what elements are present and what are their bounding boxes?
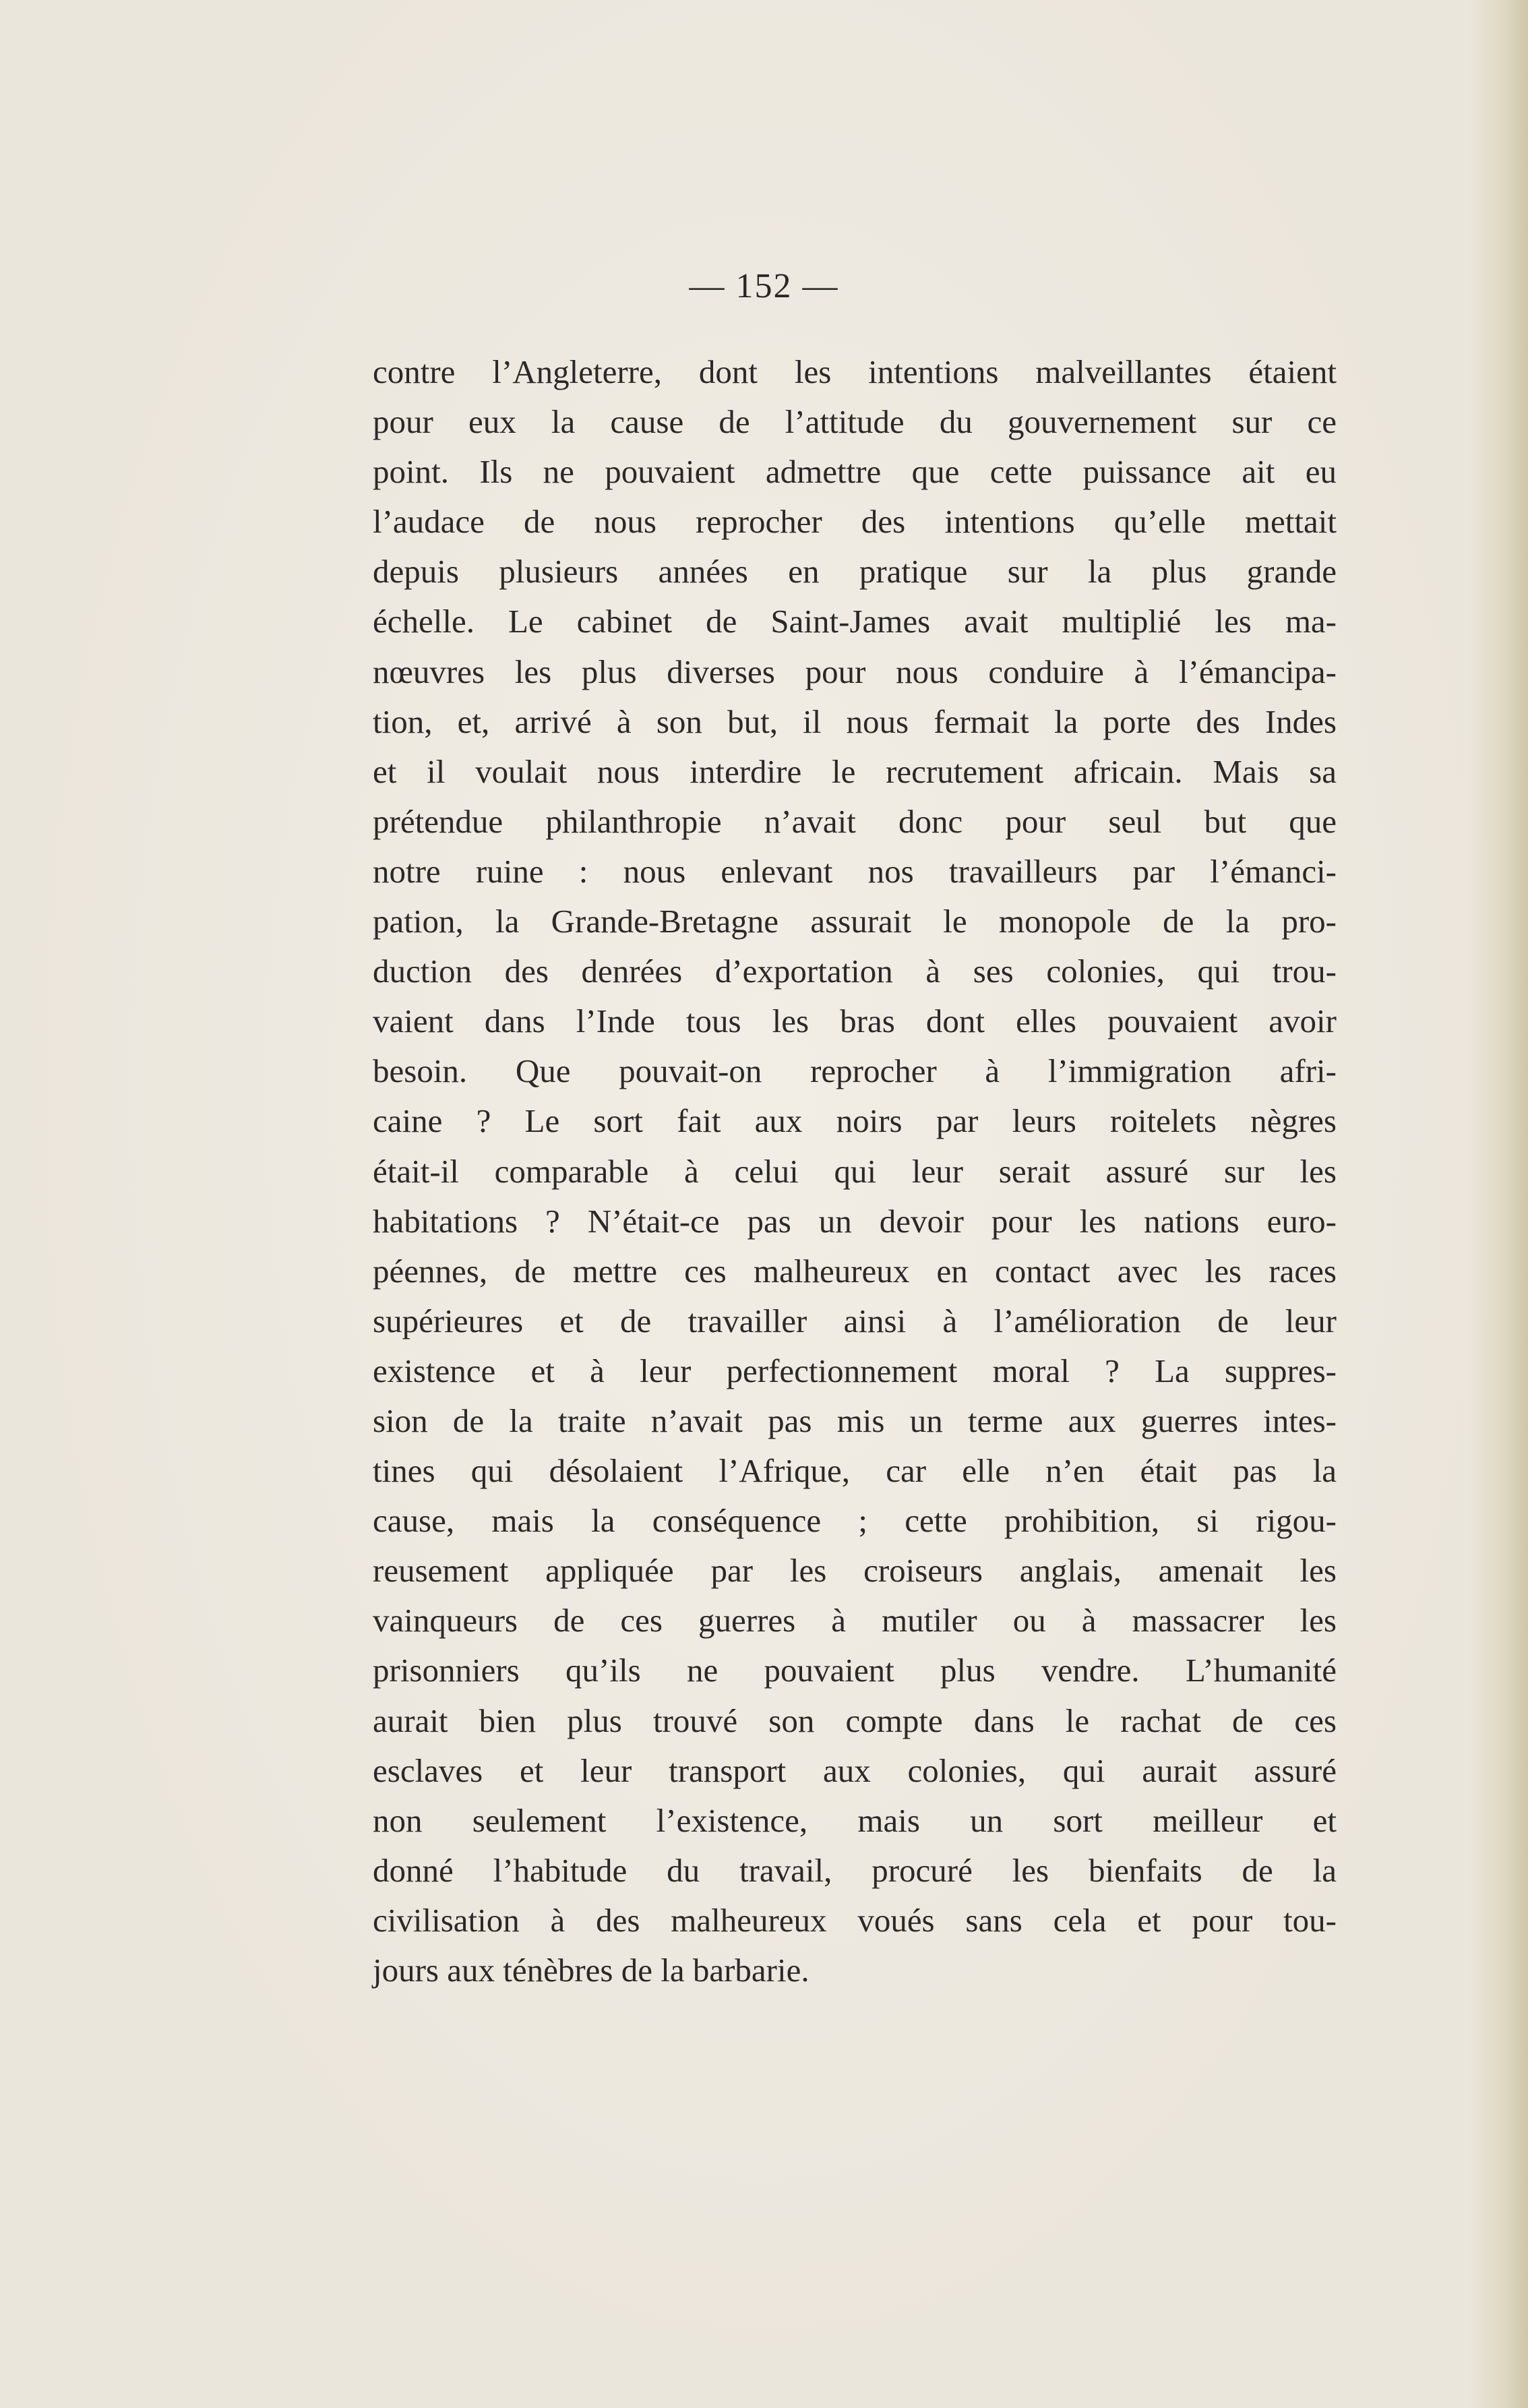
body-text <box>373 347 1337 1995</box>
text-line: sion de la traite n’avait pas mis un terme aux guerres intes- <box>373 1402 1337 1439</box>
text-line: duction des denrées d’exportation à ses colonies, qui trou- <box>373 953 1337 990</box>
text-line: existence et à leur perfectionnement moral ? La suppres- <box>373 1352 1337 1389</box>
text-line: tines qui désolaient l’Afrique, car elle n’en était pas la <box>373 1452 1337 1490</box>
text-line: cause, mais la conséquence ; cette prohibition, si rigou- <box>373 1502 1337 1540</box>
text-line: péennes, de mettre ces malheureux en contact avec les races <box>373 1252 1337 1290</box>
text-line: était-il comparable à celui qui leur serait assuré sur les <box>373 1152 1337 1190</box>
text-line: supérieures et de travailler ainsi à l’amélioration de leur <box>373 1302 1337 1340</box>
text-line: reusement appliquée par les croiseurs anglais, amenait les <box>373 1552 1337 1590</box>
text-line: contre l’Angleterre, dont les intentions malveillantes étaient <box>373 353 1337 390</box>
text-line: aurait bien plus trouvé son compte dans le rachat de ces <box>373 1702 1337 1739</box>
text-line: besoin. Que pouvait-on reprocher à l’immigration afri- <box>373 1052 1337 1090</box>
page-number: — 152 — <box>689 267 839 305</box>
text-line: civilisation à des malheureux voués sans cela et pour tou- <box>373 1901 1337 1939</box>
text-line: point. Ils ne pouvaient admettre que cette puissance ait eu <box>373 453 1337 491</box>
text-line: nœuvres les plus diverses pour nous conduire à l’émancipa- <box>373 653 1337 690</box>
text-line: esclaves et leur transport aux colonies, qui aurait assuré <box>373 1751 1337 1789</box>
text-line: non seulement l’existence, mais un sort meilleur et <box>373 1801 1337 1839</box>
text-line: et il voulait nous interdire le recrutement africain. Mais sa <box>373 752 1337 790</box>
text-line: pation, la Grande-Bretagne assurait le monopole de la pro- <box>373 903 1337 940</box>
binding-edge-shadow <box>1467 0 1528 2408</box>
text-line: donné l’habitude du travail, procuré les bienfaits de la <box>373 1851 1337 1889</box>
text-line: vainqueurs de ces guerres à mutiler ou à massacrer les <box>373 1602 1337 1639</box>
text-line: l’audace de nous reprocher des intentions qu’elle mettait <box>373 503 1337 541</box>
text-line: notre ruine : nous enlevant nos travailleurs par l’émanci- <box>373 852 1337 890</box>
text-line: échelle. Le cabinet de Saint-James avait multiplié les ma- <box>373 603 1337 640</box>
text-line: vaient dans l’Inde tous les bras dont elles pouvaient avoir <box>373 1002 1337 1040</box>
text-line: caine ? Le sort fait aux noirs par leurs roitelets nègres <box>373 1102 1337 1140</box>
text-line: habitations ? N’était-ce pas un devoir pour les nations euro- <box>373 1202 1337 1240</box>
text-line: tion, et, arrivé à son but, il nous fermait la porte des Indes <box>373 702 1337 740</box>
text-line: prétendue philanthropie n’avait donc pour seul but que <box>373 802 1337 840</box>
text-line: jours aux ténèbres de la barbarie. <box>373 1952 809 1989</box>
text-line: prisonniers qu’ils ne pouvaient plus vendre. L’humanité <box>373 1652 1337 1689</box>
text-line: pour eux la cause de l’attitude du gouvernement sur ce <box>373 403 1337 441</box>
text-line: depuis plusieurs années en pratique sur la plus grande <box>373 553 1337 591</box>
